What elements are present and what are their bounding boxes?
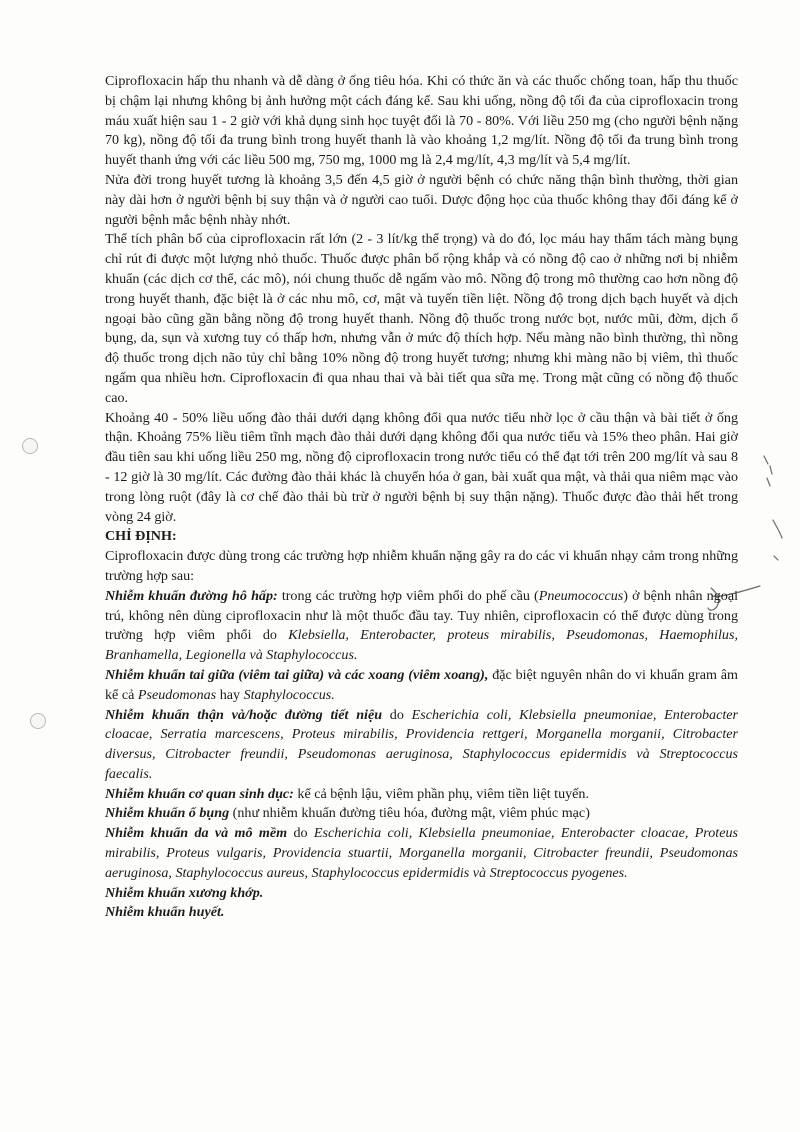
- document-body: [105, 72, 738, 923]
- indication-intro: Ciprofloxacin được dùng trong các trường hợp nhiễm khuẩn nặng gây ra do các vi khuẩn nhạy cảm trong những trường hợp sau:: [105, 548, 738, 584]
- indication-label: Nhiễm khuẩn huyết.: [105, 904, 225, 921]
- indication-respiratory: Nhiễm khuẩn đường hô hấp: trong các trường hợp viêm phổi do phế cầu (Pneumococcus) ở bệnh nhân ngoại trú, không nên dùng ciprofloxacin như là một thuốc đầu tay. Tuy nhiên, ciprofloxacin có thể được dùng trong trường hợp viêm phổi do Klebsiella, Enterobacter, proteus mirabilis, Pseudomonas, Haemophilus, Branhamella, Legionella và Staphylococcus.: [105, 587, 738, 664]
- indication-label: Nhiễm khuẩn cơ quan sinh dục:: [105, 785, 294, 802]
- indication-septicemia: [105, 903, 738, 923]
- paragraph-absorption: Ciprofloxacin hấp thu nhanh và dễ dàng ở ống tiêu hóa. Khi có thức ăn và các thuốc chống toan, hấp thu thuốc bị chậm lại nhưng không bị ảnh hưởng một cách đáng kể. Sau khi uống, nồng độ tối đa của ciprofloxacin trong máu xuất hiện sau 1 - 2 giờ với khả dụng sinh học tuyệt đối là 70 - 80%. Với liều 250 mg (cho người bệnh nặng 70 kg), nồng độ tối đa trung bình trong huyết thanh là vào khoảng 1,2 mg/lít. Nồng độ tối đa trung bình trong huyết thanh ứng với các liều 500 mg, 750 mg, 1000 mg là 2,4 mg/lít, 4,3 mg/lít và 5,4 mg/lít.: [105, 73, 738, 169]
- indication-bone-joint: [105, 884, 738, 904]
- indication-genital: Nhiễm khuẩn cơ quan sinh dục: kể cả bệnh lậu, viêm phần phụ, viêm tiền liệt tuyến.: [105, 785, 589, 802]
- paragraph-elimination: Khoảng 40 - 50% liều uống đào thải dưới dạng không đổi qua nước tiểu nhờ lọc ở cầu thận và bài tiết ở ống thận. Khoảng 75% liều tiêm tĩnh mạch đào thải dưới dạng không đổi qua nước tiểu và 15% theo phân. Hai giờ đầu tiên sau khi uống liều 250 mg, nồng độ ciprofloxacin trong nước tiểu có thể đạt tới trên 200 mg/lít và sau 8 - 12 giờ là 30 mg/lít. Các đường đào thải khác là chuyển hóa ở gan, bài xuất qua mật, và thải qua niêm mạc vào trong lòng ruột (đây là cơ chế đào thải bù trừ ở người bệnh bị suy thận nặng). Thuốc được đào thải hết trong vòng 24 giờ.: [105, 409, 738, 525]
- paragraph-half-life: Nửa đời trong huyết tương là khoảng 3,5 đến 4,5 giờ ở người bệnh có chức năng thận bình thường, thời gian này dài hơn ở người bệnh bị suy thận và ở người cao tuổi. Dược động học của thuốc không thay đổi đáng kể ở người bệnh mắc bệnh nhày nhớt.: [105, 171, 738, 228]
- indication-label: Nhiễm khuẩn đường hô hấp:: [105, 587, 278, 604]
- indication-label: Nhiễm khuẩn xương khớp.: [105, 884, 264, 901]
- organism-list: Escherichia coli, Klebsiella pneumoniae, Enterobacter cloacae, Serratia marcescens, Proteus mirabilis, Providencia rettgeri, Morganella morganii, Citrobacter diversus, Citrobacter freundii, Pseudomonas aeruginosa, Staphylococcus epidermidis và Streptococcus faecalis.: [105, 706, 739, 782]
- organism-list: Escherichia coli, Klebsiella pneumoniae, Enterobacter cloacae, Proteus mirabilis, Proteus vulgaris, Providencia stuartii, Morganella morganii, Citrobacter freundii, Pseudomonas aeruginosa, Staphylococcus aureus, Staphylococcus epidermidis và Streptococcus pyogenes.: [105, 825, 739, 881]
- organism-list: Klebsiella, Enterobacter, proteus mirabilis, Pseudomonas, Haemophilus, Branhamella, Legionella và Staphylococcus.: [105, 627, 738, 664]
- indication-label: Nhiễm khuẩn tai giữa (viêm tai giữa) và các xoang (viêm xoang),: [105, 666, 489, 683]
- indication-label: Nhiễm khuẩn ổ bụng: [105, 805, 230, 822]
- indication-label: Nhiễm khuẩn thận và/hoặc đường tiết niệu: [105, 706, 383, 723]
- indication-ear-sinus: Nhiễm khuẩn tai giữa (viêm tai giữa) và các xoang (viêm xoang), đặc biệt nguyên nhân do vi khuẩn gram âm kể cả Pseudomonas hay Staphylococcus.: [105, 666, 738, 703]
- paragraph-distribution: Thể tích phân bố của ciprofloxacin rất lớn (2 - 3 lít/kg thể trọng) và do đó, lọc máu hay thẩm tách màng bụng chỉ rút đi được một lượng nhỏ thuốc. Thuốc được phân bố rộng khắp và có nồng độ cao ở những nơi bị nhiễm khuẩn (các dịch cơ thể, các mô), nói chung thuốc dễ ngấm vào mô. Nồng độ trong mô thường cao hơn nồng độ trong huyết thanh, đặc biệt là ở các nhu mô, cơ, mật và tuyến tiền liệt. Nồng độ trong dịch bạch huyết và dịch ngoại bào cũng gần bằng nồng độ trong huyết thanh. Nồng độ thuốc trong nước bọt, nước mũi, đờm, dịch ổ bụng, da, sụn và xương tuy có thấp hơn, nhưng vẫn ở mức độ thích hợp. Nếu màng não bình thường, thì nồng độ thuốc trong dịch não tủy chỉ bằng 10% nồng độ trong huyết tương; nhưng khi màng não bị viêm, thì thuốc ngấm qua nhiều hơn. Ciprofloxacin đi qua nhau thai và bài tiết qua sữa mẹ. Trong mật cũng có nồng độ thuốc cao.: [105, 231, 738, 406]
- indication-abdominal: Nhiễm khuẩn ổ bụng (như nhiễm khuẩn đường tiêu hóa, đường mật, viêm phúc mạc): [105, 805, 590, 822]
- indication-kidney-urinary: Nhiễm khuẩn thận và/hoặc đường tiết niệu do Escherichia coli, Klebsiella pneumoniae, Enterobacter cloacae, Serratia marcescens, Proteus mirabilis, Providencia rettgeri, Morganella morganii, Citrobacter diversus, Citrobacter freundii, Pseudomonas aeruginosa, Staphylococcus epidermidis và Streptococcus faecalis.: [105, 706, 739, 782]
- section-heading-indication: CHỈ ĐỊNH:: [105, 528, 177, 545]
- indication-label: Nhiễm khuẩn da và mô mềm: [105, 825, 288, 842]
- indication-skin-soft-tissue: Nhiễm khuẩn da và mô mềm do Escherichia coli, Klebsiella pneumoniae, Enterobacter cloacae, Proteus mirabilis, Proteus vulgaris, Providencia stuartii, Morganella morganii, Citrobacter freundii, Pseudomonas aeruginosa, Staphylococcus aureus, Staphylococcus epidermidis và Streptococcus pyogenes.: [105, 825, 739, 881]
